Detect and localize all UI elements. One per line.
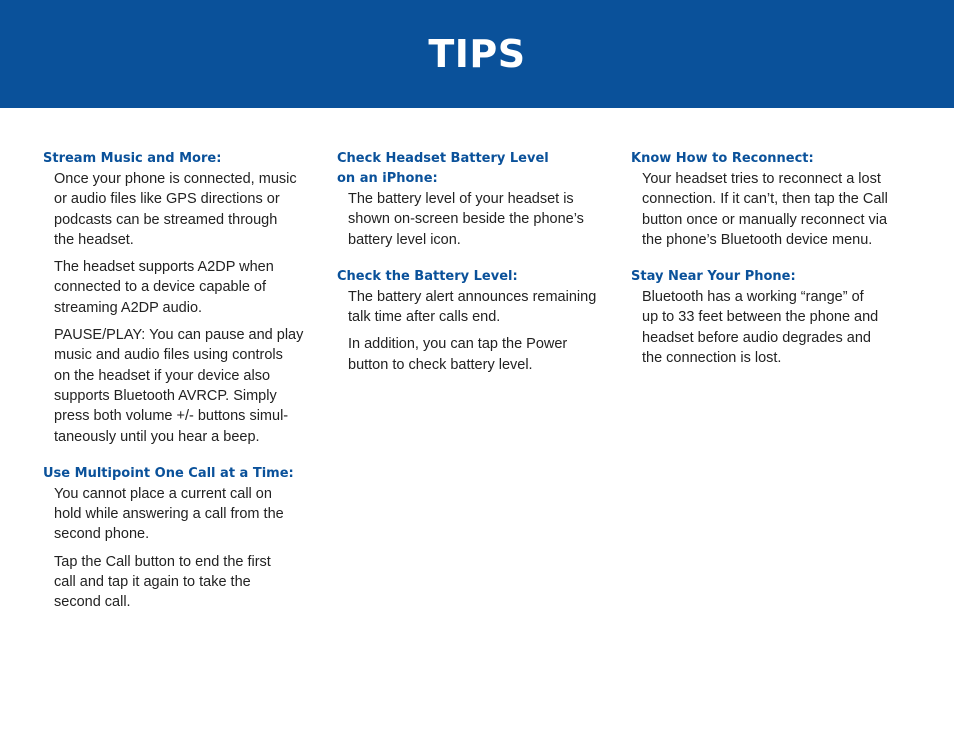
tip-text-line: button to check battery level. xyxy=(348,356,533,373)
tip-section xyxy=(43,149,328,447)
tip-text-line: Tap the Call button to end the first xyxy=(54,553,271,570)
tip-text-line: streaming A2DP audio. xyxy=(54,299,203,316)
tip-paragraph xyxy=(54,552,328,613)
tip-heading xyxy=(631,267,916,287)
tip-heading-line: Stream Music and More: xyxy=(43,151,222,166)
tip-text-line: second call. xyxy=(54,594,131,611)
tip-text-line: the headset. xyxy=(54,231,134,248)
tip-paragraph xyxy=(642,169,916,250)
tip-paragraph xyxy=(348,287,622,328)
tip-text-line: Bluetooth has a working “range” of xyxy=(642,289,864,306)
page-header xyxy=(0,0,954,108)
tip-text-line: The battery level of your headset is xyxy=(348,191,574,207)
tip-heading-line: on an iPhone: xyxy=(337,171,438,186)
tip-section xyxy=(631,149,916,250)
page-title: TIPS xyxy=(428,32,526,76)
tip-text-line: music and audio files using controls xyxy=(54,347,283,364)
tip-heading xyxy=(337,149,622,189)
tip-text-line: shown on-screen beside the phone’s xyxy=(348,211,584,228)
tip-section xyxy=(43,464,328,613)
tip-heading-line: Check the Battery Level: xyxy=(337,268,518,284)
tip-text-line: You cannot place a current call on xyxy=(54,485,272,502)
tip-paragraph xyxy=(348,189,622,250)
tip-heading xyxy=(43,464,328,484)
tip-paragraph xyxy=(642,287,916,368)
tip-text-line: The headset supports A2DP when xyxy=(54,259,274,276)
tip-heading-line: Use Multipoint One Call at a Time: xyxy=(43,465,294,481)
tip-text-line: Once your phone is connected, music xyxy=(54,171,297,187)
tip-section xyxy=(337,267,622,375)
tip-text-line: call and tap it again to take the xyxy=(54,574,251,591)
tip-heading-line: Know How to Reconnect: xyxy=(631,151,814,166)
tip-text-line: PAUSE/PLAY: You can pause and play xyxy=(54,327,304,344)
tip-heading-line: Stay Near Your Phone: xyxy=(631,269,796,285)
column-3 xyxy=(631,149,916,385)
tip-paragraph xyxy=(54,484,328,545)
tip-text-line: battery level icon. xyxy=(348,231,461,248)
tip-text-line: on the headset if your device also xyxy=(54,367,271,384)
tip-text-line: Your headset tries to reconnect a lost xyxy=(642,171,881,187)
tip-text-line: podcasts can be streamed through xyxy=(54,211,278,228)
tip-heading-line: Check Headset Battery Level xyxy=(337,151,549,166)
tip-text-line: talk time after calls end. xyxy=(348,309,501,326)
tip-text-line: taneously until you hear a beep. xyxy=(54,428,260,445)
tip-text-line: supports Bluetooth AVRCP. Simply xyxy=(54,387,277,404)
tip-section xyxy=(631,267,916,368)
tip-text-line: or audio files like GPS directions or xyxy=(54,191,280,208)
tip-paragraph xyxy=(54,169,328,250)
column-2 xyxy=(337,149,622,392)
column-1 xyxy=(43,149,328,630)
tip-text-line: button once or manually reconnect via xyxy=(642,211,888,228)
tip-text-line: The battery alert announces remaining xyxy=(348,288,597,305)
tip-text-line: connected to a device capable of xyxy=(54,279,267,296)
tip-text-line: headset before audio degrades and xyxy=(642,329,871,346)
tip-text-line: hold while answering a call from the xyxy=(54,506,284,523)
tip-heading xyxy=(337,267,622,287)
tip-paragraph xyxy=(54,325,328,447)
tip-text-line: press both volume +/- buttons simul- xyxy=(54,408,289,425)
tip-text-line: up to 33 feet between the phone and xyxy=(642,309,879,326)
tip-text-line: In addition, you can tap the Power xyxy=(348,336,568,353)
tip-heading xyxy=(43,149,328,169)
tip-text-line: second phone. xyxy=(54,526,150,543)
tip-text-line: the phone’s Bluetooth device menu. xyxy=(642,231,873,248)
tip-paragraph xyxy=(54,257,328,318)
tip-text-line: connection. If it can’t, then tap the Call xyxy=(642,191,888,208)
tip-text-line: the connection is lost. xyxy=(642,350,782,367)
tip-paragraph xyxy=(348,334,622,375)
tip-heading xyxy=(631,149,916,169)
tip-section xyxy=(337,149,622,250)
